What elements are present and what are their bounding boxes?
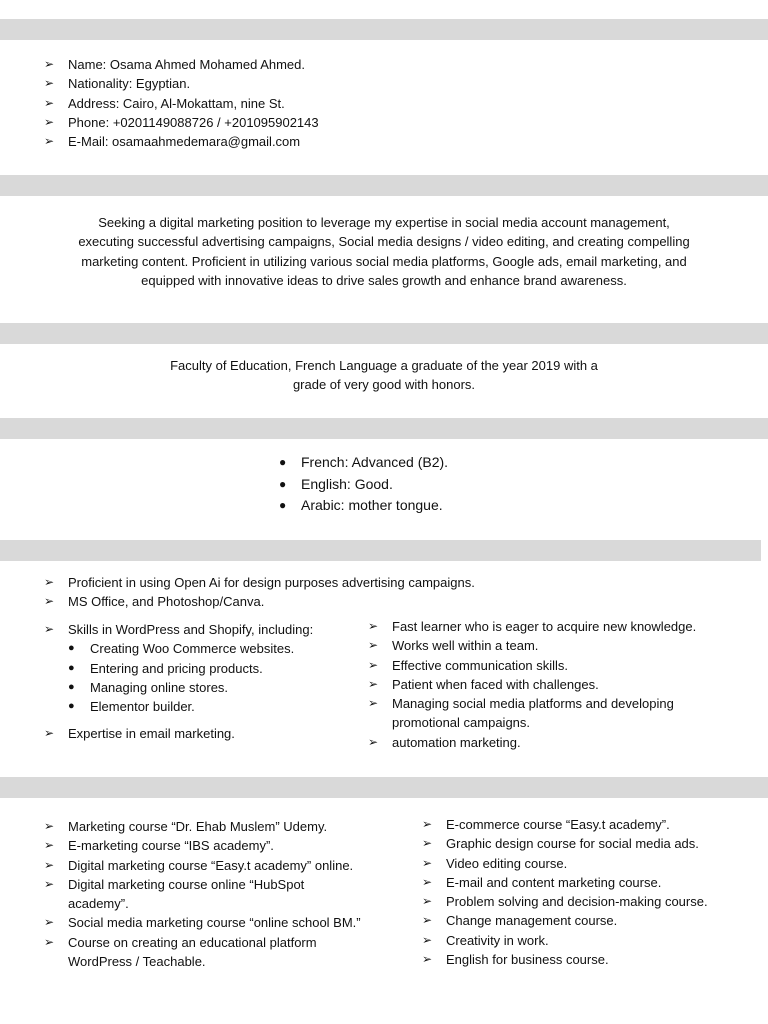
list-item: ➢ Video editing course.	[422, 854, 708, 873]
arrow-bullet-icon: ➢	[422, 913, 433, 928]
courses-left-list	[44, 817, 378, 971]
list-item: ➢ Fast learner who is eager to acquire new knowledge.	[368, 617, 738, 636]
list-item: ● Elementor builder.	[68, 697, 313, 716]
section-bar-skills	[0, 540, 761, 561]
list-item: ➢ E-marketing course “IBS academy”.	[44, 836, 378, 855]
list-item: ➢ Address: Cairo, Al-Mokattam, nine St.	[44, 94, 319, 113]
arrow-bullet-icon: ➢	[422, 874, 433, 889]
arrow-bullet-icon: ➢	[44, 934, 55, 949]
list-item: ➢ English for business course.	[422, 950, 708, 969]
arrow-bullet-icon: ➢	[422, 836, 433, 851]
section-bar-languages	[0, 418, 768, 439]
arrow-bullet-icon: ➢	[44, 594, 55, 609]
list-item: ➢ Course on creating an educational platform WordPress / Teachable.	[44, 934, 317, 970]
list-item: ➢ Marketing course “Dr. Ehab Muslem” Udemy.	[44, 817, 378, 836]
arrow-bullet-icon: ➢	[44, 114, 55, 129]
list-item: ➢ Effective communication skills.	[368, 656, 738, 675]
bullet-dot-icon: ●	[68, 700, 75, 713]
languages-list	[279, 452, 448, 517]
section-bar-courses	[0, 777, 768, 798]
arrow-bullet-icon: ➢	[422, 855, 433, 870]
bullet-dot-icon: ●	[279, 455, 287, 469]
list-item: ● Arabic: mother tongue.	[279, 495, 448, 517]
list-item: ➢ Graphic design course for social media ads.	[422, 834, 708, 853]
list-item: ➢ Expertise in email marketing.	[44, 724, 313, 743]
courses-right-list	[422, 815, 708, 969]
list-item: ➢ Change management course.	[422, 911, 708, 930]
arrow-bullet-icon: ➢	[368, 734, 379, 749]
section-bar-personal	[0, 19, 768, 40]
arrow-bullet-icon: ➢	[422, 932, 433, 947]
list-item: ➢ Nationality: Egyptian.	[44, 74, 319, 93]
list-item: ➢ Problem solving and decision-making course.	[422, 892, 708, 911]
arrow-bullet-icon: ➢	[44, 57, 55, 71]
arrow-bullet-icon: ➢	[368, 696, 379, 711]
arrow-bullet-icon: ➢	[44, 838, 55, 853]
list-item: ➢ E-commerce course “Easy.t academy”.	[422, 815, 708, 834]
list-item: ● Creating Woo Commerce websites.	[68, 639, 313, 658]
wordpress-sub-list	[68, 639, 313, 716]
arrow-bullet-icon: ➢	[368, 619, 379, 633]
arrow-bullet-icon: ➢	[44, 76, 55, 91]
personal-info-list	[44, 55, 319, 151]
list-item: ● English: Good.	[279, 474, 448, 496]
arrow-bullet-icon: ➢	[368, 676, 379, 691]
list-item: ➢ Digital marketing course “Easy.t academy” online.	[44, 856, 378, 875]
arrow-bullet-icon: ➢	[44, 876, 55, 891]
section-bar-education	[0, 323, 768, 344]
arrow-bullet-icon: ➢	[44, 575, 55, 589]
list-item: ➢ Managing social media platforms and developing promotional campaigns.	[368, 696, 674, 731]
bullet-dot-icon: ●	[279, 476, 287, 491]
list-item: ➢ Phone: +0201149088726 / +201095902143	[44, 113, 319, 132]
bullet-dot-icon: ●	[68, 680, 75, 693]
objective-paragraph: Seeking a digital marketing position to leverage my expertise in social media account management, executing successful advertising campaigns, Social media designs / video editing, and creating compelling marketing content. Proficient in utilizing various social media platforms, Google ads, email marketing, and equipped with innovative ideas to drive sales growth and enhance brand awareness.	[78, 215, 690, 289]
skills-right-list	[368, 617, 738, 752]
arrow-bullet-icon: ➢	[44, 622, 55, 636]
list-item: ● French: Advanced (B2).	[279, 452, 448, 474]
list-item: ➢ automation marketing.	[368, 733, 738, 752]
bullet-dot-icon: ●	[279, 498, 287, 512]
skills-left-list	[44, 620, 313, 744]
arrow-bullet-icon: ➢	[44, 134, 55, 149]
arrow-bullet-icon: ➢	[44, 857, 55, 872]
list-item: ➢ Works well within a team.	[368, 636, 738, 655]
list-item: ● Managing online stores.	[68, 678, 313, 697]
list-item: ➢ Proficient in using Open Ai for design purposes advertising campaigns.	[44, 573, 475, 592]
list-item: ➢ MS Office, and Photoshop/Canva.	[44, 592, 475, 611]
education-paragraph: Faculty of Education, French Language a graduate of the year 2019 with a grade of very good with honors.	[170, 358, 598, 393]
arrow-bullet-icon: ➢	[44, 915, 55, 930]
list-item: ➢ Creativity in work.	[422, 931, 708, 950]
bullet-dot-icon: ●	[68, 661, 75, 674]
arrow-bullet-icon: ➢	[368, 638, 379, 653]
arrow-bullet-icon: ➢	[422, 952, 433, 967]
list-item: ➢ E-mail and content marketing course.	[422, 873, 708, 892]
skills-top-list	[44, 573, 475, 612]
list-item: ➢ Social media marketing course “online school BM.”	[44, 913, 378, 932]
bullet-dot-icon: ●	[68, 642, 75, 655]
list-item: ➢ Patient when faced with challenges.	[368, 675, 738, 694]
list-item: ● Entering and pricing products.	[68, 659, 313, 678]
arrow-bullet-icon: ➢	[368, 657, 379, 672]
list-item: ➢ Digital marketing course online “HubSpot academy”.	[44, 876, 305, 912]
list-item: ➢ Skills in WordPress and Shopify, including: ● Creating Woo Commerce websites. ● Entering and pricing products. ● Managing online stores. ● Elementor builder.	[44, 620, 313, 716]
arrow-bullet-icon: ➢	[44, 95, 55, 110]
arrow-bullet-icon: ➢	[44, 726, 55, 741]
list-item: ➢ Name: Osama Ahmed Mohamed Ahmed.	[44, 55, 319, 74]
arrow-bullet-icon: ➢	[422, 894, 433, 909]
arrow-bullet-icon: ➢	[44, 819, 55, 833]
list-item: ➢ E-Mail: osamaahmedemara@gmail.com	[44, 132, 319, 151]
arrow-bullet-icon: ➢	[422, 817, 433, 831]
section-bar-objective	[0, 175, 768, 196]
